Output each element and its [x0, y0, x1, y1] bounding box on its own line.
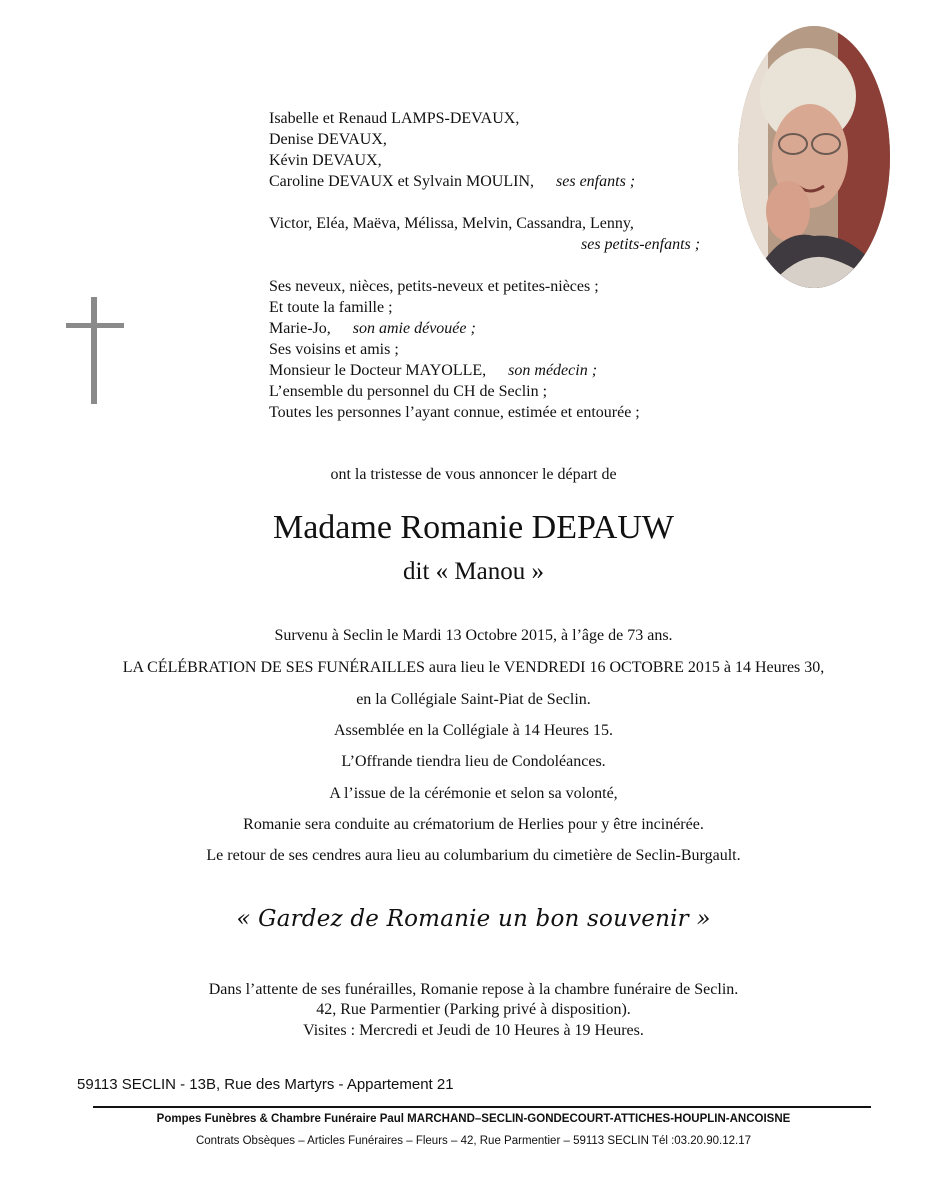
doctor-line — [269, 360, 700, 381]
grandchildren-line: Victor, Eléa, Maëva, Mélissa, Melvin, Cassandra, Lenny, — [269, 215, 634, 232]
friend-role: son amie dévouée ; — [352, 320, 476, 337]
footer-company-line — [0, 1113, 947, 1125]
doctor-name: Monsieur le Docteur MAYOLLE, — [269, 362, 487, 379]
detail-line: en la Collégiale Saint-Piat de Seclin. — [356, 691, 591, 708]
staff-line: L’ensemble du personnel du CH de Seclin ; — [269, 383, 548, 400]
detail-line: Le retour de ses cendres aura lieu au columbarium du cimetière de Seclin-Burgault. — [206, 847, 741, 864]
family-line — [269, 171, 700, 192]
family-list — [269, 108, 700, 423]
wake-line: Dans l’attente de ses funérailles, Romanie repose à la chambre funéraire de Seclin. — [208, 981, 739, 998]
family-line: Ses neveux, nièces, petits-neveux et petites-nièces ; — [269, 278, 599, 295]
friend-name: Marie-Jo, — [269, 320, 331, 337]
home-address: 59113 SECLIN - 13B, Rue des Martyrs - Appartement 21 — [77, 1076, 454, 1093]
footer-divider — [93, 1106, 871, 1108]
footer-services: Contrats Obsèques – Articles Funéraires – Fleurs – 42, Rue Parmentier – 59113 SECLIN Tél :03.20.90.12.17 — [195, 1135, 752, 1147]
friend-line — [269, 318, 700, 339]
detail-line: L’Offrande tiendra lieu de Condoléances. — [341, 753, 606, 770]
family-line: Denise DEVAUX, — [269, 131, 387, 148]
neighbors-line: Ses voisins et amis ; — [269, 341, 399, 358]
detail-line: Survenu à Seclin le Mardi 13 Octobre 2015, à l’âge de 73 ans. — [274, 627, 673, 644]
deceased-nickname: dit « Manou » — [403, 558, 544, 585]
detail-line: Assemblée en la Collégiale à 14 Heures 15. — [333, 722, 614, 739]
memorial-quote: « Gardez de Romanie un bon souvenir » — [236, 906, 711, 932]
deceased-name: Madame Romanie DEPAUW — [272, 509, 674, 546]
all-line: Toutes les personnes l’ayant connue, estimée et entourée ; — [269, 404, 640, 421]
wake-line: Visites : Mercredi et Jeudi de 10 Heures à 19 Heures. — [303, 1022, 644, 1039]
portrait-photo — [738, 26, 890, 288]
cross-icon-bar — [66, 323, 124, 328]
company-name: Pompes Funèbres & Chambre Funéraire Paul MARCHAND — [156, 1113, 475, 1125]
detail-line: Romanie sera conduite au crématorium de Herlies pour y être incinérée. — [243, 816, 704, 833]
children-role: ses enfants ; — [556, 173, 636, 190]
detail-line: LA CÉLÉBRATION DE SES FUNÉRAILLES aura lieu le VENDREDI 16 OCTOBRE 2015 à 14 Heures 30, — [122, 659, 825, 676]
portrait-icon — [738, 26, 890, 288]
announcement: ont la tristesse de vous annoncer le départ de — [330, 466, 617, 483]
children-names: Caroline DEVAUX et Sylvain MOULIN, — [269, 173, 535, 190]
grandchildren-role: ses petits-enfants ; — [581, 236, 701, 253]
doctor-role: son médecin ; — [508, 362, 598, 379]
family-line: Et toute la famille ; — [269, 299, 393, 316]
family-line: Isabelle et Renaud LAMPS-DEVAUX, — [269, 110, 520, 127]
cross-icon — [91, 297, 97, 404]
detail-line: A l’issue de la cérémonie et selon sa volonté, — [329, 785, 618, 802]
wake-line: 42, Rue Parmentier (Parking privé à disposition). — [316, 1001, 631, 1018]
family-line: Kévin DEVAUX, — [269, 152, 382, 169]
company-towns: –SECLIN-GONDECOURT-ATTICHES-HOUPLIN-ANCOISNE — [474, 1113, 791, 1125]
